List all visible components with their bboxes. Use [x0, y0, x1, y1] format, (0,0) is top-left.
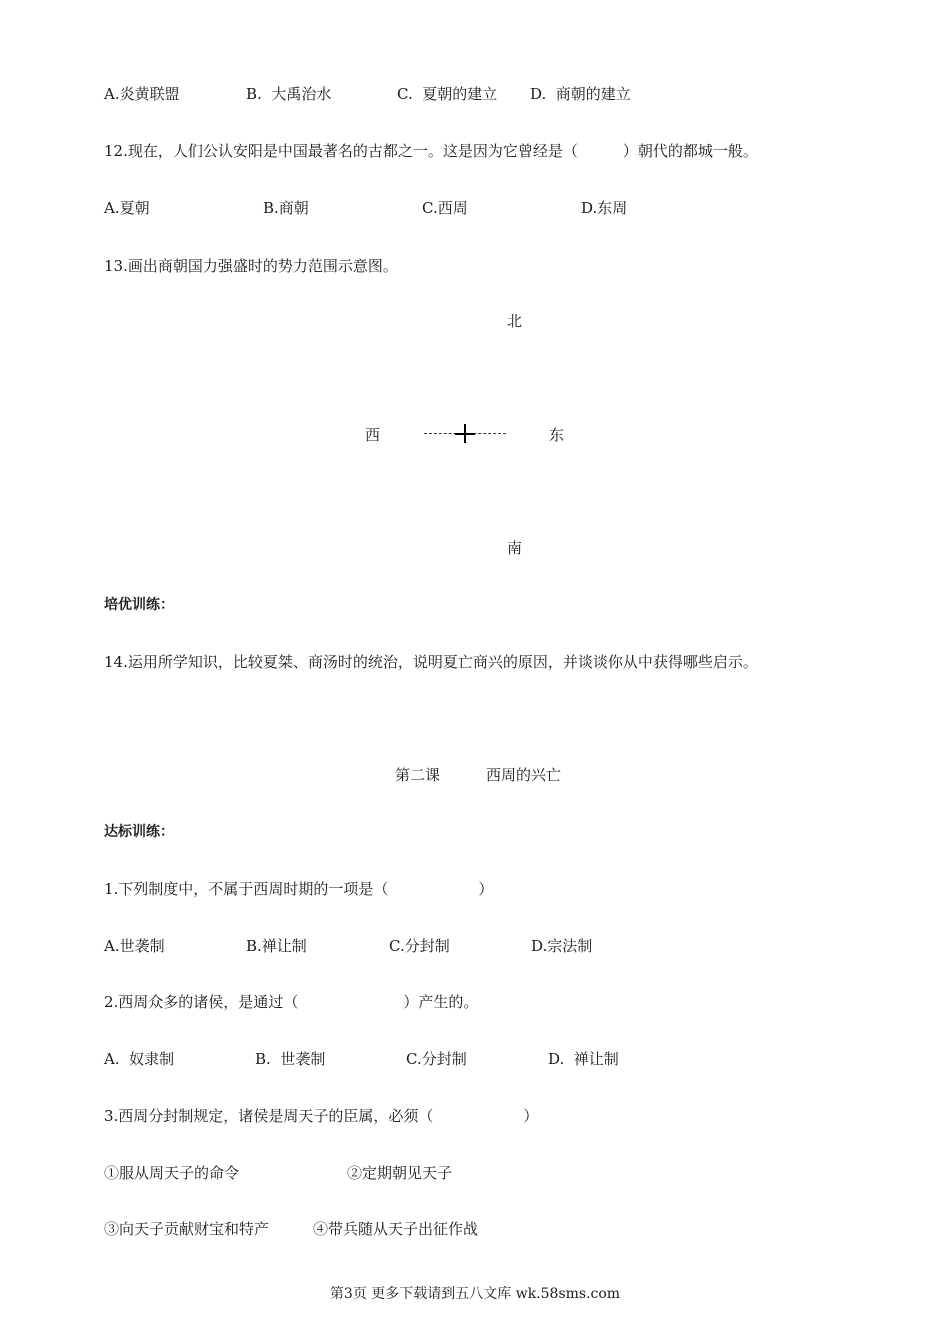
q12-text: 12.现在，人们公认安阳是中国最著名的古都之一。这是因为它曾经是（ ）朝代的都城一般。 [104, 142, 758, 160]
compass-west-label: 西 [365, 426, 381, 444]
q14-text: 14.运用所学知识，比较夏桀、商汤时的统治，说明夏亡商兴的原因，并谈谈你从中获得哪些启示。 [104, 653, 758, 671]
compass-cross-horizontal [455, 433, 475, 435]
q11-option-a: A.炎黄联盟 [104, 85, 180, 103]
q11-option-b: B. 大禹治水 [246, 85, 332, 103]
q2-option-d: D. 禅让制 [548, 1050, 619, 1068]
page-footer: 第3页 更多下载请到五八文库 wk.58sms.com [329, 1286, 621, 1302]
q12-option-c: C.西周 [422, 199, 468, 217]
q1-option-b: B.禅让制 [246, 937, 307, 955]
q13-text: 13.画出商朝国力强盛时的势力范围示意图。 [104, 257, 398, 275]
q2-option-b: B. 世袭制 [255, 1050, 326, 1068]
q3-item-3: ③向天子贡献财宝和特产 [104, 1220, 270, 1238]
q3-item-2: ②定期朝见天子 [347, 1164, 453, 1182]
q3-item-4: ④带兵随从天子出征作战 [313, 1220, 479, 1238]
compass-north-label: 北 [507, 312, 523, 330]
compass-south-label: 南 [507, 539, 523, 557]
q2-option-a: A. 奴隶制 [104, 1050, 175, 1068]
q12-option-d: D.东周 [581, 199, 628, 217]
lesson-number: 第二课 [395, 766, 441, 784]
q12-option-b: B.商朝 [263, 199, 309, 217]
q3-text: 3.西周分封制规定，诸侯是周天子的臣属，必须（ ） [104, 1107, 539, 1125]
section-basic-heading: 达标训练： [104, 824, 174, 840]
lesson-name: 西周的兴亡 [486, 766, 562, 784]
q1-option-d: D.宗法制 [531, 937, 593, 955]
q1-option-c: C.分封制 [389, 937, 450, 955]
q11-option-c: C. 夏朝的建立 [397, 85, 498, 103]
q1-text: 1.下列制度中，不属于西周时期的一项是（ ） [104, 880, 494, 898]
q3-item-1: ①服从周天子的命令 [104, 1164, 240, 1182]
q2-text: 2.西周众多的诸侯，是通过（ ）产生的。 [104, 993, 479, 1011]
q1-option-a: A.世袭制 [104, 937, 165, 955]
q11-option-d: D. 商朝的建立 [530, 85, 631, 103]
section-advanced-heading: 培优训练： [104, 597, 174, 613]
q12-option-a: A.夏朝 [104, 199, 150, 217]
compass-east-label: 东 [549, 426, 565, 444]
q2-option-c: C.分封制 [406, 1050, 467, 1068]
